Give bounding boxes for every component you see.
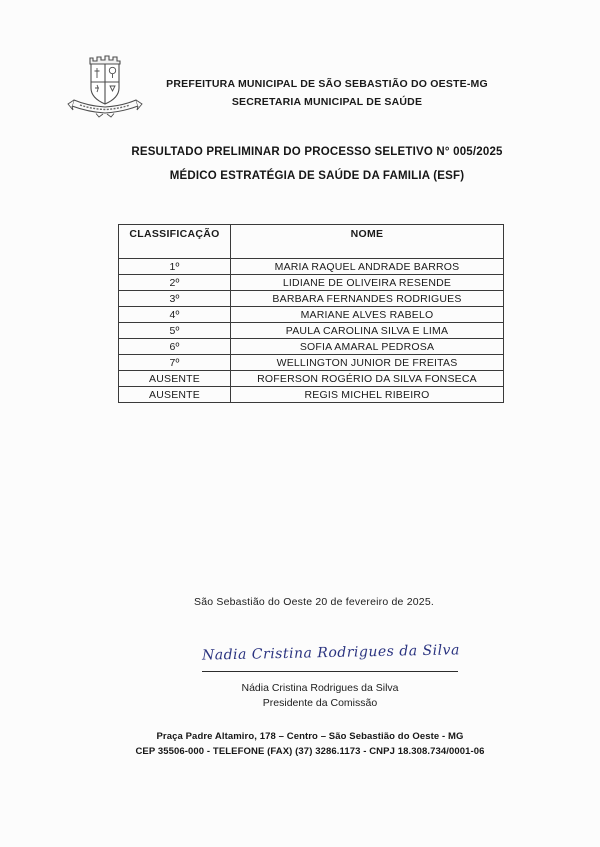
table-row bbox=[119, 387, 504, 403]
table-row bbox=[119, 259, 504, 275]
name-cell: SOFIA AMARAL PEDROSA bbox=[231, 339, 504, 355]
name-header: NOME bbox=[231, 225, 504, 259]
table-row bbox=[119, 339, 504, 355]
signature-block bbox=[40, 681, 600, 710]
name-cell: ROFERSON ROGÉRIO DA SILVA FONSECA bbox=[231, 371, 504, 387]
signer-role: Presidente da Comissão bbox=[262, 696, 378, 709]
classification-cell: 1º bbox=[119, 259, 231, 275]
name-cell: REGIS MICHEL RIBEIRO bbox=[231, 387, 504, 403]
signer-name: Nádia Cristina Rodrigues da Silva bbox=[241, 682, 399, 694]
table-row bbox=[119, 291, 504, 307]
table-row bbox=[119, 355, 504, 371]
classification-cell: 4º bbox=[119, 307, 231, 323]
name-cell: WELLINGTON JUNIOR DE FREITAS bbox=[231, 355, 504, 371]
signature-line bbox=[202, 671, 458, 672]
results-table bbox=[118, 224, 504, 403]
name-cell: MARIANE ALVES RABELO bbox=[231, 307, 504, 323]
table-row bbox=[119, 323, 504, 339]
title-line2: MÉDICO ESTRATÉGIA DE SAÚDE DA FAMILIA (ESF) bbox=[169, 170, 465, 182]
date-line: São Sebastião do Oeste 20 de fevereiro de 2025. bbox=[194, 596, 434, 608]
footer-contact: CEP 35506-000 - TELEFONE (FAX) (37) 3286.1173 - CNPJ 18.308.734/0001-06 bbox=[135, 746, 485, 757]
footer bbox=[10, 729, 600, 759]
letterhead-line2: SECRETARIA MUNICIPAL DE SAÚDE bbox=[231, 96, 423, 108]
table-row bbox=[119, 275, 504, 291]
document-title bbox=[17, 140, 600, 188]
handwritten-signature: Nadia Cristina Rodrigues da Silva bbox=[201, 642, 461, 664]
table-row bbox=[119, 371, 504, 387]
classification-cell: 2º bbox=[119, 275, 231, 291]
table-row bbox=[119, 307, 504, 323]
letterhead bbox=[110, 75, 544, 111]
classification-cell: 3º bbox=[119, 291, 231, 307]
name-cell: PAULA CAROLINA SILVA E LIMA bbox=[231, 323, 504, 339]
classification-cell: 6º bbox=[119, 339, 231, 355]
name-cell: MARIA RAQUEL ANDRADE BARROS bbox=[231, 259, 504, 275]
footer-address: Praça Padre Altamiro, 178 – Centro – São Sebastião do Oeste - MG bbox=[156, 731, 464, 742]
name-cell: BARBARA FERNANDES RODRIGUES bbox=[231, 291, 504, 307]
classification-cell: 7º bbox=[119, 355, 231, 371]
title-line1: RESULTADO PRELIMINAR DO PROCESSO SELETIVO N° 005/2025 bbox=[131, 146, 503, 158]
classification-header: CLASSIFICAÇÃO bbox=[119, 225, 231, 259]
table-header-row bbox=[119, 225, 504, 259]
letterhead-line1: PREFEITURA MUNICIPAL DE SÃO SEBASTIÃO DO OESTE-MG bbox=[166, 78, 488, 90]
classification-cell: AUSENTE bbox=[119, 371, 231, 387]
name-cell: LIDIANE DE OLIVEIRA RESENDE bbox=[231, 275, 504, 291]
classification-cell: AUSENTE bbox=[119, 387, 231, 403]
classification-cell: 5º bbox=[119, 323, 231, 339]
